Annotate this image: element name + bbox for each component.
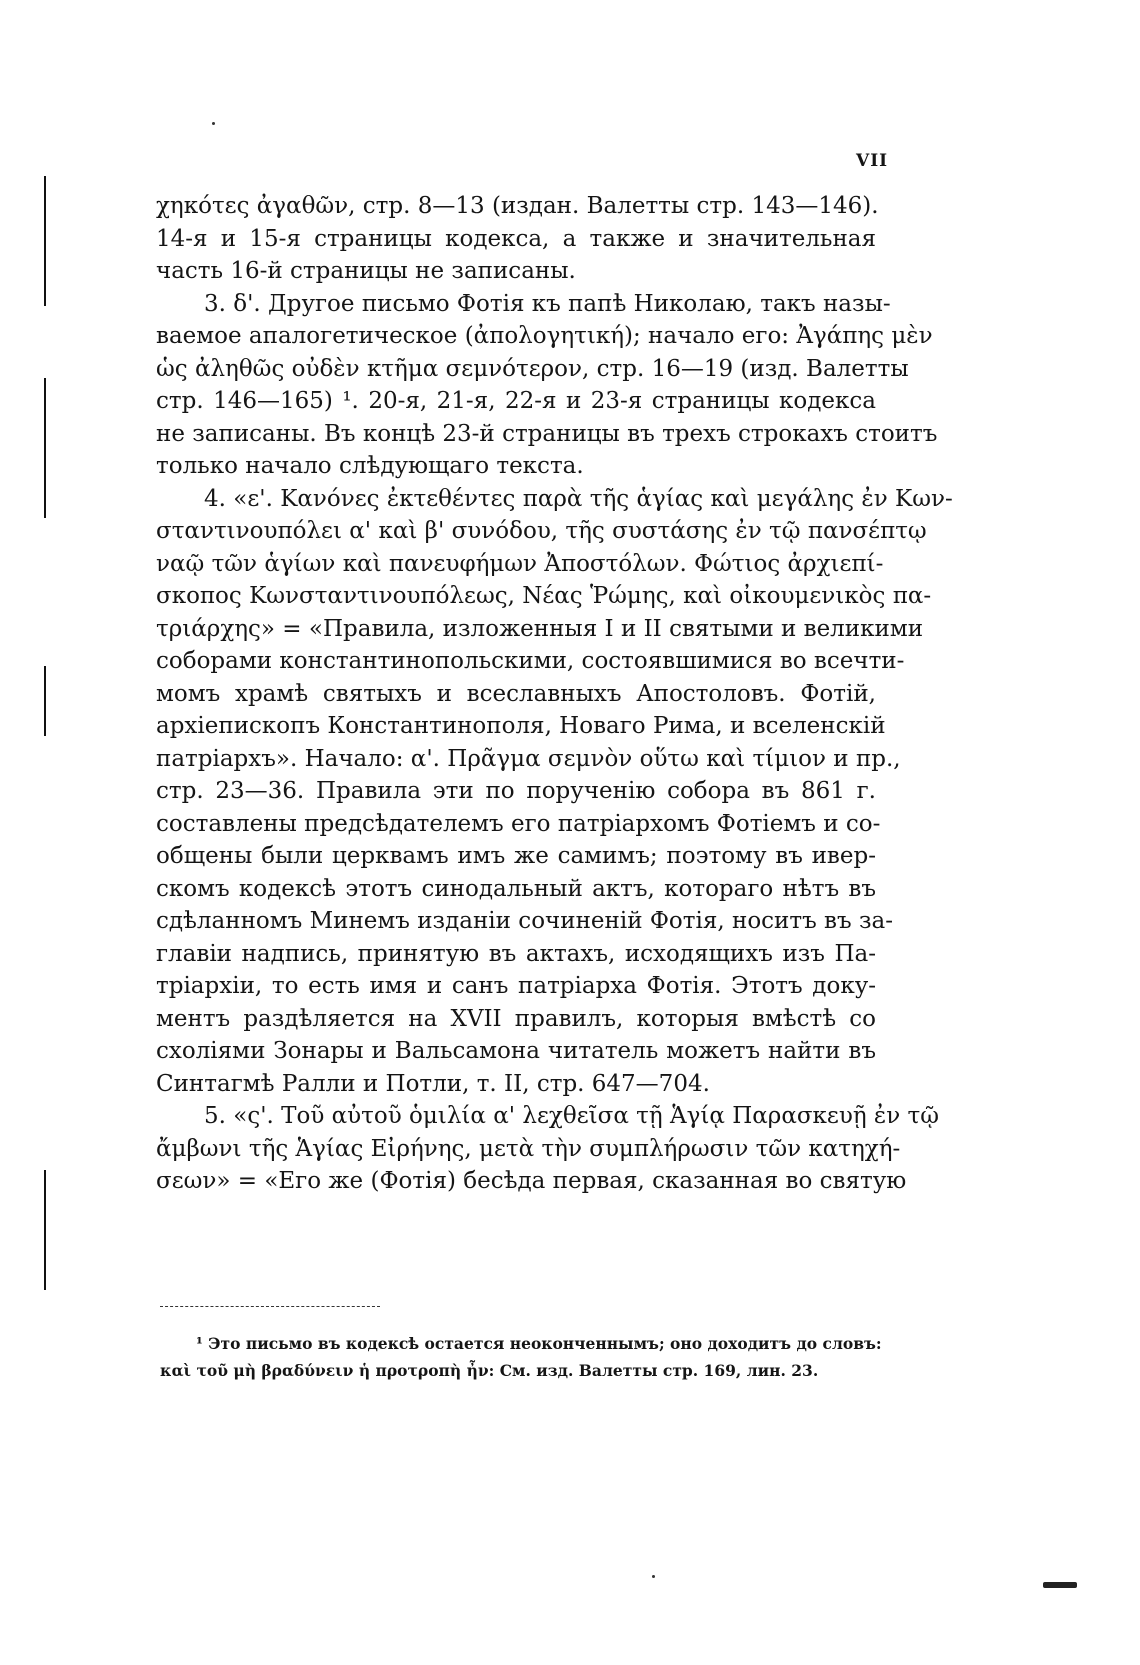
text-line: ὡς ἀληθῶς οὐδὲν κτῆμα σεμνότερον, стр. 16—19 (изд. Валетты <box>156 355 909 382</box>
text-line: τριάρχης» = «Правила, изложенныя I и II святыми и великими <box>156 615 924 642</box>
text-line: соборами константинопольскими, состоявшимися во всечти- <box>156 648 905 674</box>
margin-mark <box>44 378 46 518</box>
text-line: 3. δ'. Другое письмо Фотія къ папѣ Николаю, такъ назы- <box>204 290 891 317</box>
text-line: только начало слѣдующаго текста. <box>156 453 584 479</box>
text-line: 5. «ς'. Τοῦ αὐτοῦ ὁμιλία α' λεχθεῖσα τῇ Ἁγίᾳ Παρασκευῇ ἐν τῷ <box>204 1103 940 1129</box>
text-line: ἄμβωνι τῆς Ἁγίας Εἰρήνης, μετὰ τὴν συμπλήρωσιν τῶν κατηχή- <box>156 1135 901 1162</box>
footnote <box>160 1330 882 1384</box>
text-line: часть 16-й страницы не записаны. <box>156 258 576 284</box>
text-line: Синтагмѣ Ралли и Потли, т. II, стр. 647—704. <box>156 1070 710 1097</box>
text-line: 4. «ε'. Κανόνες ἐκτεθέντες παρὰ τῆς ἁγίας καὶ μεγάλης ἐν Κων- <box>204 485 953 512</box>
text-line: σεων» = «Его же (Фотія) бесѣда первая, сказанная во святую <box>156 1168 907 1194</box>
body-text <box>156 190 953 1198</box>
text-line: ναῷ τῶν ἁγίων καὶ πανευφήμων Ἀποστόλων. Φώτιος ἀρχιεπί- <box>156 550 884 577</box>
text-line: σκοπος Κωνσταντινουπόλεως, Νέας Ῥώμης, καὶ οἰκουμενικὸς πα- <box>156 583 932 609</box>
margin-mark <box>44 666 46 736</box>
text-line: стр. 146—165) ¹. 20-я, 21-я, 22-я и 23-я страницы кодекса <box>156 388 876 414</box>
speck <box>212 122 215 125</box>
text-line: ментъ раздѣляется на XVII правилъ, которыя вмѣстѣ со <box>156 1005 876 1032</box>
footnote-rule <box>160 1306 380 1307</box>
speck <box>652 1575 655 1578</box>
text-line: составлены предсѣдателемъ его патріархомъ Фотіемъ и со- <box>156 810 881 837</box>
text-line: 14-я и 15-я страницы кодекса, а также и значительная <box>156 225 876 252</box>
text-line: сдѣланномъ Минемъ изданіи сочиненій Фотія, носитъ въ за- <box>156 908 893 934</box>
dash-mark <box>1043 1582 1077 1588</box>
text-line: общены были церквамъ имъ же самимъ; поэтому въ ивер- <box>156 843 876 869</box>
text-line: тріархіи, то есть имя и санъ патріарха Фотія. Этотъ доку- <box>156 973 876 999</box>
footnote-line: καὶ τοῦ μὴ βραδύνειν ἡ προτροπὴ ἦν: См. изд. Валетты стр. 169, лин. 23. <box>160 1361 819 1380</box>
text-line: скомъ кодексѣ этотъ синодальный актъ, котораго нѣтъ въ <box>156 875 876 902</box>
text-line: момъ храмѣ святыхъ и всеславныхъ Апостоловъ. Фотій, <box>156 680 876 707</box>
footnote-line: ¹ Это письмо въ кодексѣ остается неоконченнымъ; оно доходитъ до словъ: <box>196 1334 882 1353</box>
text-line: χηκότες ἀγαθῶν, стр. 8—13 (издан. Валетты стр. 143—146). <box>156 193 879 219</box>
text-line: стр. 23—36. Правила эти по порученію собора въ 861 г. <box>156 778 876 804</box>
text-line: главіи надпись, принятую въ актахъ, исходящихъ изъ Па- <box>156 940 876 967</box>
text-line: ваемое апалогетическое (ἀπολογητική); начало его: Ἀγάπης μὲν <box>156 323 933 349</box>
text-line: σταντινουπόλει α' καὶ β' συνόδου, τῆς συστάσης ἐν τῷ πανσέπτῳ <box>156 518 927 544</box>
text-line: не записаны. Въ концѣ 23-й страницы въ трехъ строкахъ стоитъ <box>156 420 938 447</box>
margin-mark <box>44 1170 46 1290</box>
page-number: VII <box>856 151 889 171</box>
text-line: архіепископъ Константинополя, Новаго Рима, и вселенскій <box>156 713 886 739</box>
margin-mark <box>44 176 46 306</box>
text-line: схоліями Зонары и Вальсамона читатель можетъ найти въ <box>156 1038 876 1064</box>
text-line: патріархъ». Начало: α'. Πρᾶγμα σεμνὸν οὕτω καὶ τίμιον и пр., <box>156 745 901 772</box>
